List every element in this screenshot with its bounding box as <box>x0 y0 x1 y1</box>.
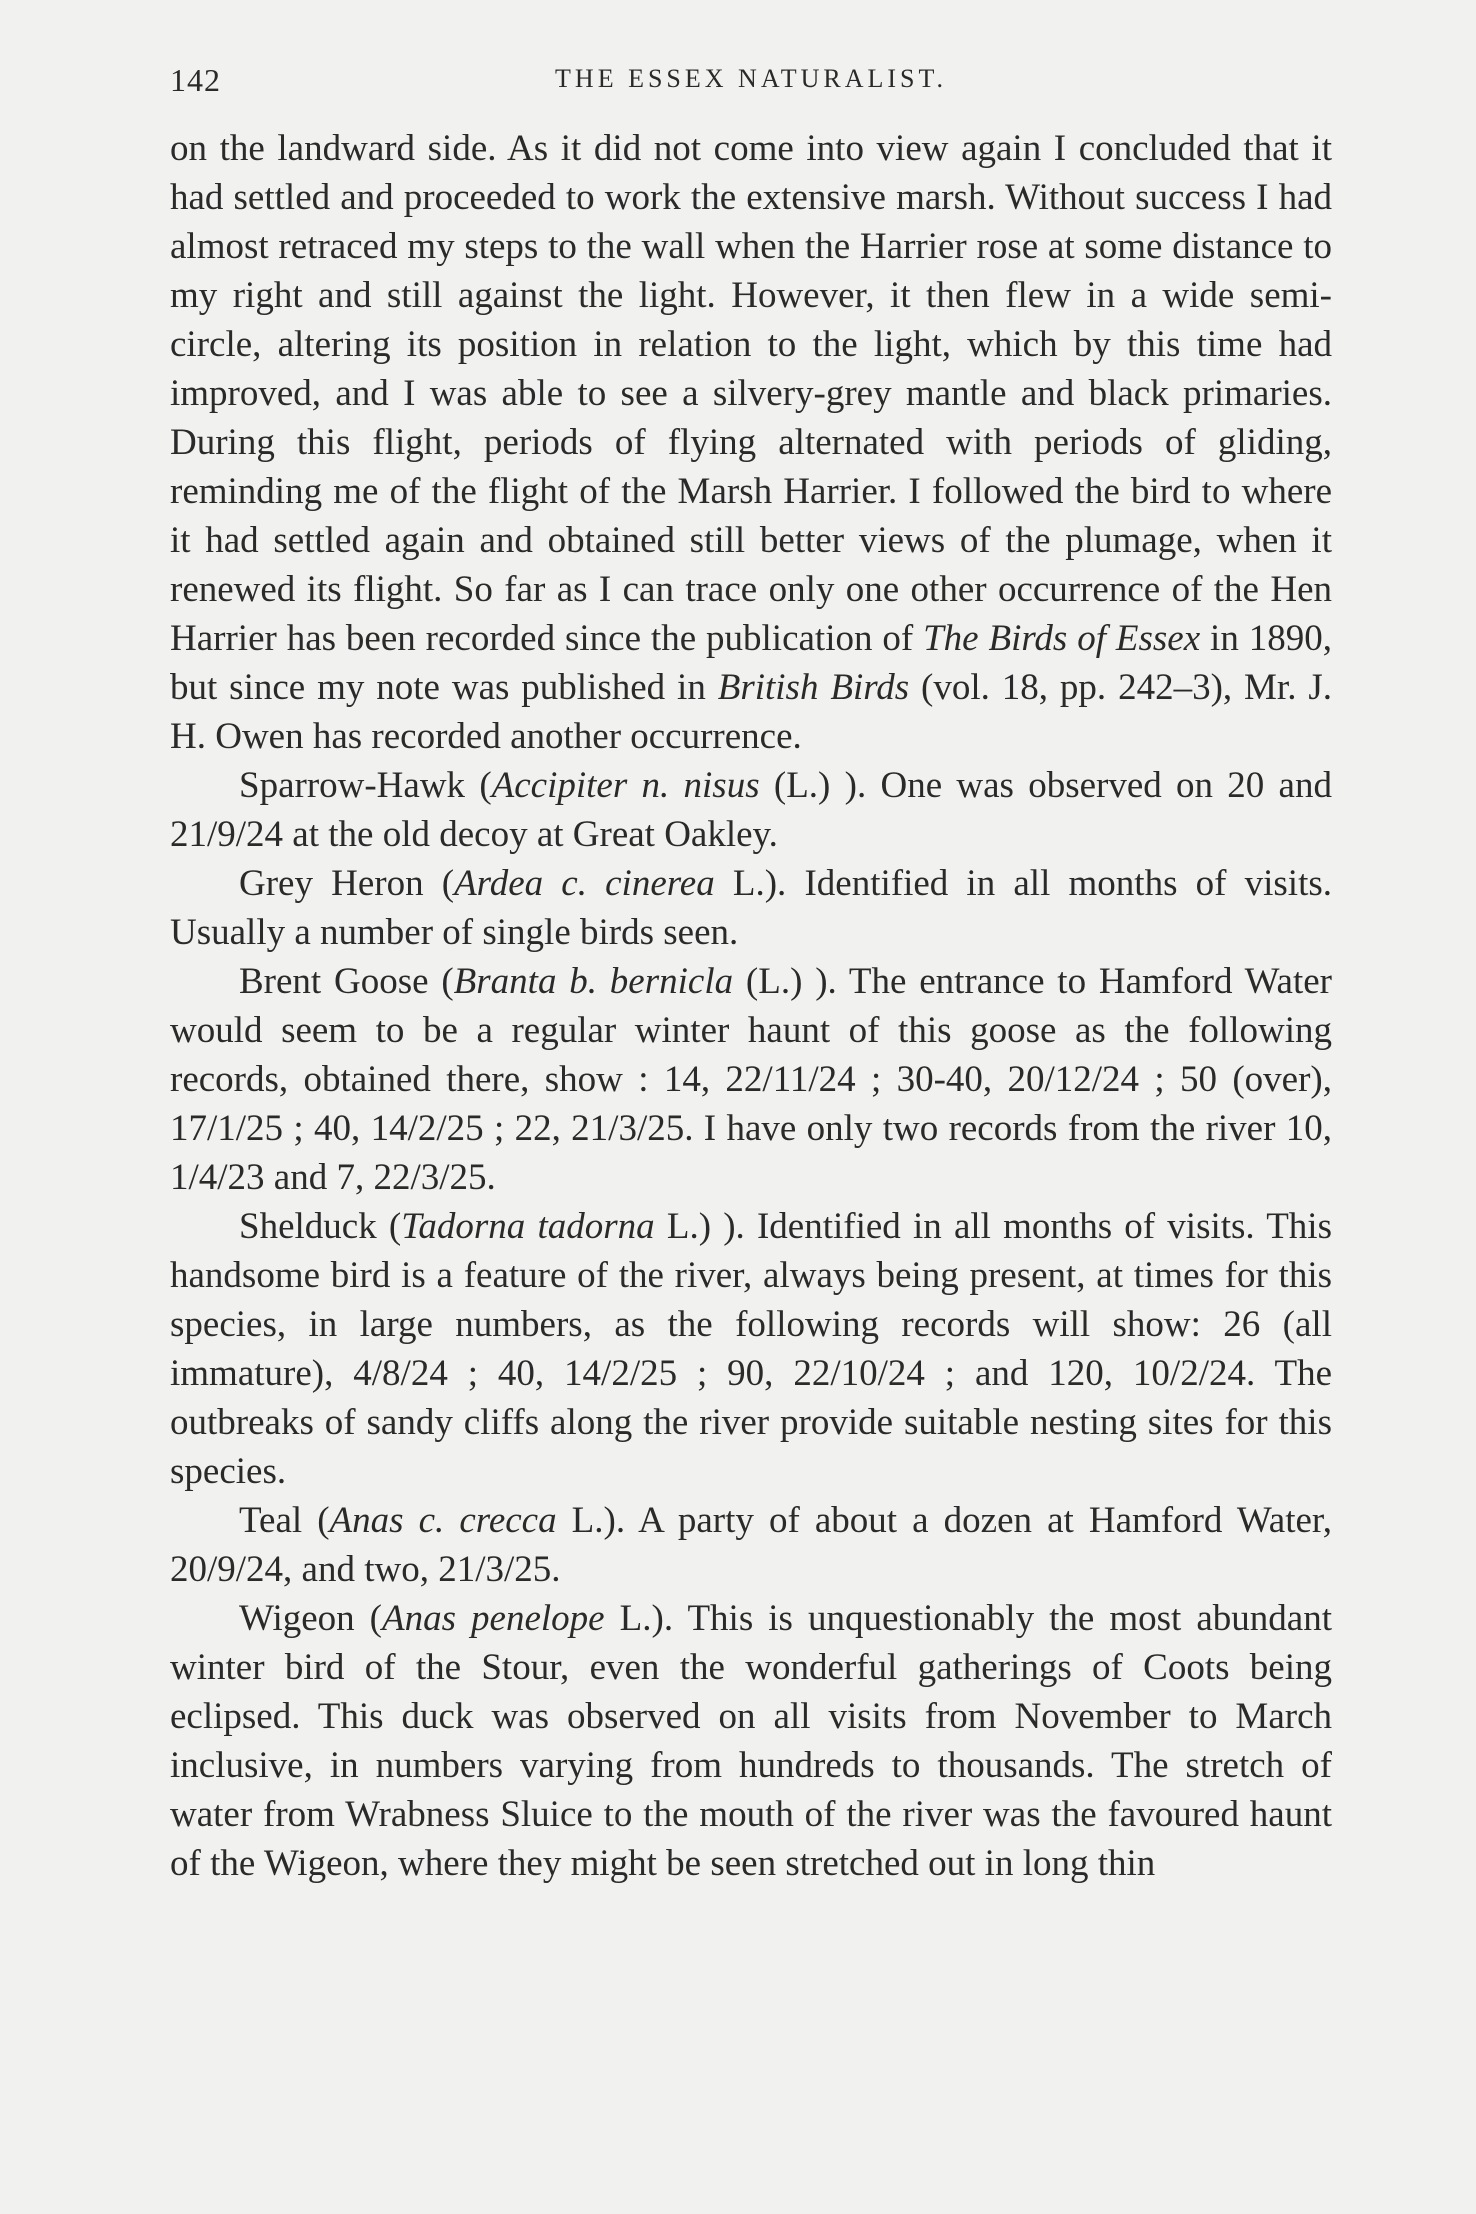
text-run: Grey Heron ( <box>239 863 455 904</box>
text-run: L.). This is unquestionably the most abundant winter bird of the Stour, even the wonderful gatherings of Coots being eclipsed. This duck was observed on all visits from November to March inclusive, in numbers varying from hundreds to thousands. The stretch of water from Wrabness Sluice to the mouth of the river was the favoured haunt of the Wigeon, where they might be seen stretched out in long thin <box>170 1598 1332 1884</box>
text-run: (L.) ). One was observed on 20 and 21/9/24 at the old decoy at Great Oakley. <box>170 765 1332 855</box>
italic-text: Branta b. bernicla <box>453 961 734 1002</box>
italic-text: Anas c. crecca <box>329 1500 557 1541</box>
italic-text: British Birds <box>717 667 910 708</box>
text-run: (vol. 18, pp. 242–3), Mr. J. H. Owen has recorded another occurrence. <box>170 667 1332 757</box>
italic-text: Tadorna tadorna <box>401 1206 655 1247</box>
text-run: on the landward side. As it did not come into view again I concluded that it had settled and proceeded to work the extensive marsh. Without success I had almost retraced my steps to the wall when the Harrier rose at some distance to my right and still against the light. However, it then flew in a wide semi-circle, altering its position in relation to the light, which by this time had improved, and I was able to see a silvery-grey mantle and black primaries. During this flight, periods of flying alternated with periods of gliding, reminding me of the flight of the Marsh Harrier. I followed the bird to where it had settled again and obtained still better views of the plumage, when it renewed its flight. So far as I can trace only one other occurrence of the Hen Harrier has been recorded since the publication of <box>170 128 1332 659</box>
paragraph <box>170 124 1332 761</box>
text-run: L.) ). Identified in all months of visits. This handsome bird is a feature of the river, always being present, at times for this species, in large numbers, as the following records will show: 26 (all immature), 4/8/24 ; 40, 14/2/25 ; 90, 22/10/24 ; and 120, 10/2/24. The outbreaks of sandy cliffs along the river provide suitable nesting sites for this species. <box>170 1206 1332 1492</box>
paragraph <box>170 957 1332 1202</box>
paragraph <box>170 1496 1332 1594</box>
paragraph <box>170 859 1332 957</box>
text-run: L.). A party of about a dozen at Hamford Water, 20/9/24, and two, 21/3/25. <box>170 1500 1332 1590</box>
italic-text: Accipiter n. nisus <box>491 765 760 806</box>
text-run: Wigeon ( <box>239 1598 383 1639</box>
paragraph <box>170 1594 1332 1888</box>
text-run: Brent Goose ( <box>239 961 454 1002</box>
italic-text: The Birds of Essex <box>923 618 1201 659</box>
page-number: 142 <box>170 62 221 98</box>
paragraph <box>170 1202 1332 1496</box>
body-text <box>170 124 1332 1888</box>
page-header <box>170 62 1332 102</box>
paragraph <box>170 761 1332 859</box>
running-title: THE ESSEX NATURALIST. <box>555 64 947 93</box>
text-run: L.). Identified in all months of visits. Usually a number of single birds seen. <box>170 863 1333 953</box>
text-run: Teal ( <box>239 1500 330 1541</box>
italic-text: Ardea c. cinerea <box>454 863 715 904</box>
italic-text: Anas penelope <box>382 1598 605 1639</box>
text-run: Sparrow-Hawk ( <box>239 765 492 806</box>
text-run: in 1890, but since my note was published in <box>170 618 1332 708</box>
text-run: Shelduck ( <box>239 1206 402 1247</box>
text-run: (L.) ). The entrance to Hamford Water would seem to be a regular winter haunt of this goose as the following records, obtained there, show : 14, 22/11/24 ; 30-40, 20/12/24 ; 50 (over), 17/1/25 ; 40, 14/2/25 ; 22, 21/3/25. I have only two records from the river 10, 1/4/23 and 7, 22/3/25. <box>170 961 1332 1198</box>
